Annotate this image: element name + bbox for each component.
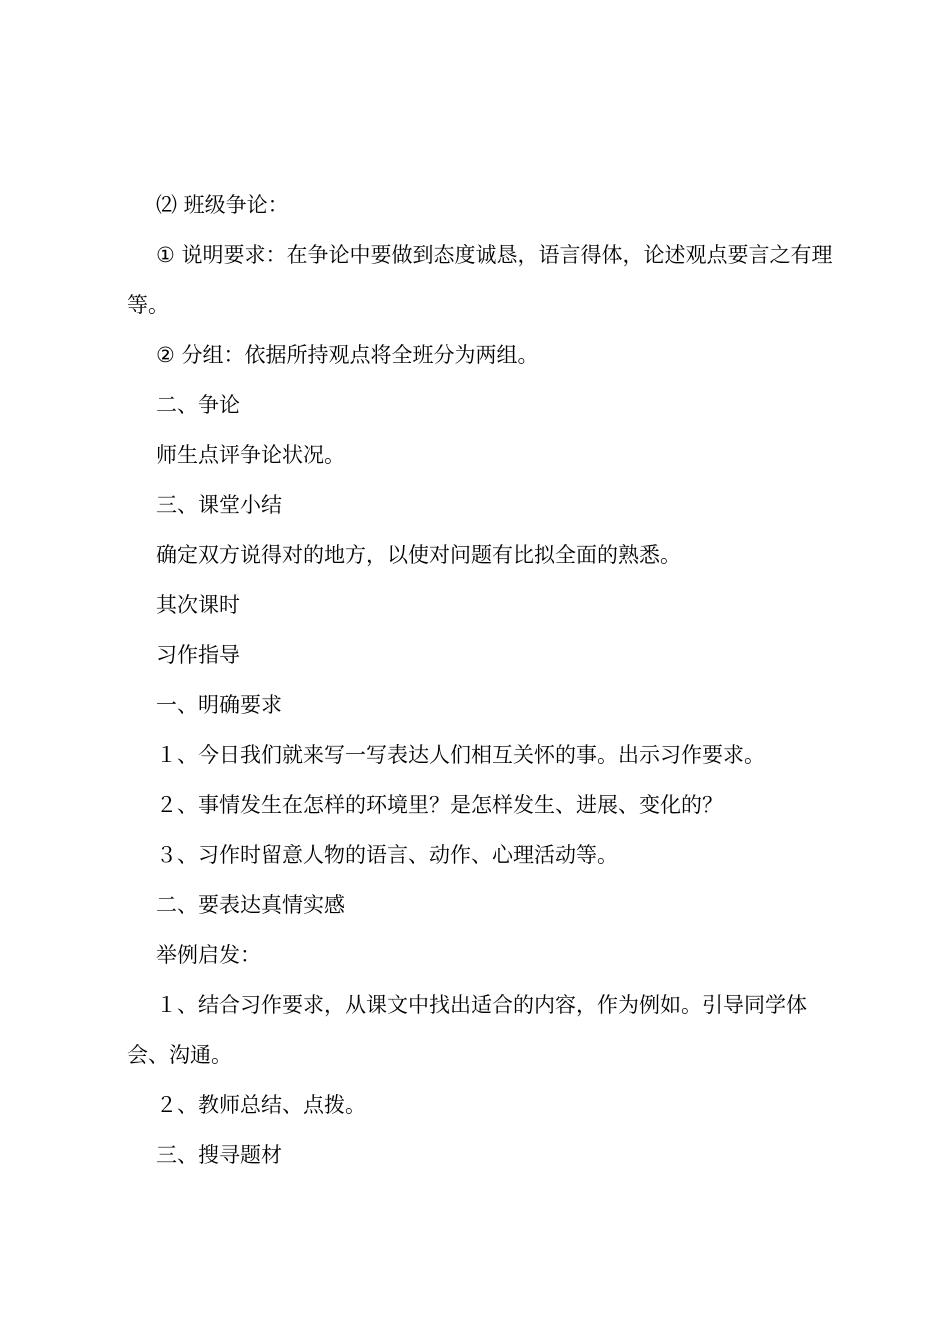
heading-clarify-requirements: 一、明确要求: [156, 693, 282, 717]
paragraph-class-debate: ⑵ 班级争论：: [156, 193, 289, 217]
heading-lesson-summary: 三、课堂小结: [156, 493, 282, 517]
list-item-example-1: １、结合习作要求，从课文中找出适合的内容，作为例如。引导同学体会、沟通。: [127, 993, 807, 1067]
heading-express-feelings: 二、要表达真情实感: [156, 893, 345, 917]
list-item-requirement-3: ３、习作时留意人物的语言、动作、心理活动等。: [156, 843, 618, 867]
list-item-requirement-2: ２、事情发生在怎样的环境里？是怎样发生、进展、变化的？: [156, 793, 723, 817]
document-body: [127, 180, 833, 1180]
heading-find-material: 三、搜寻题材: [156, 1143, 282, 1167]
paragraph-example-inspiration: 举例启发：: [156, 943, 261, 967]
list-item-requirement-1: １、今日我们就来写一写表达人们相互关怀的事。出示习作要求。: [156, 743, 765, 767]
paragraph-grouping: ② 分组：依据所持观点将全班分为两组。: [156, 343, 539, 367]
heading-writing-guidance: 习作指导: [156, 643, 240, 667]
paragraph-review: 师生点评争论状况。: [156, 443, 345, 467]
heading-debate: 二、争论: [156, 393, 240, 417]
paragraph-explain-requirements: ① 说明要求：在争论中要做到态度诚恳，语言得体，论述观点要言之有理等。: [127, 243, 833, 317]
list-item-example-2: ２、教师总结、点拨。: [156, 1093, 366, 1117]
paragraph-summary: 确定双方说得对的地方，以使对问题有比拟全面的熟悉。: [156, 543, 681, 567]
heading-second-lesson: 其次课时: [156, 593, 240, 617]
